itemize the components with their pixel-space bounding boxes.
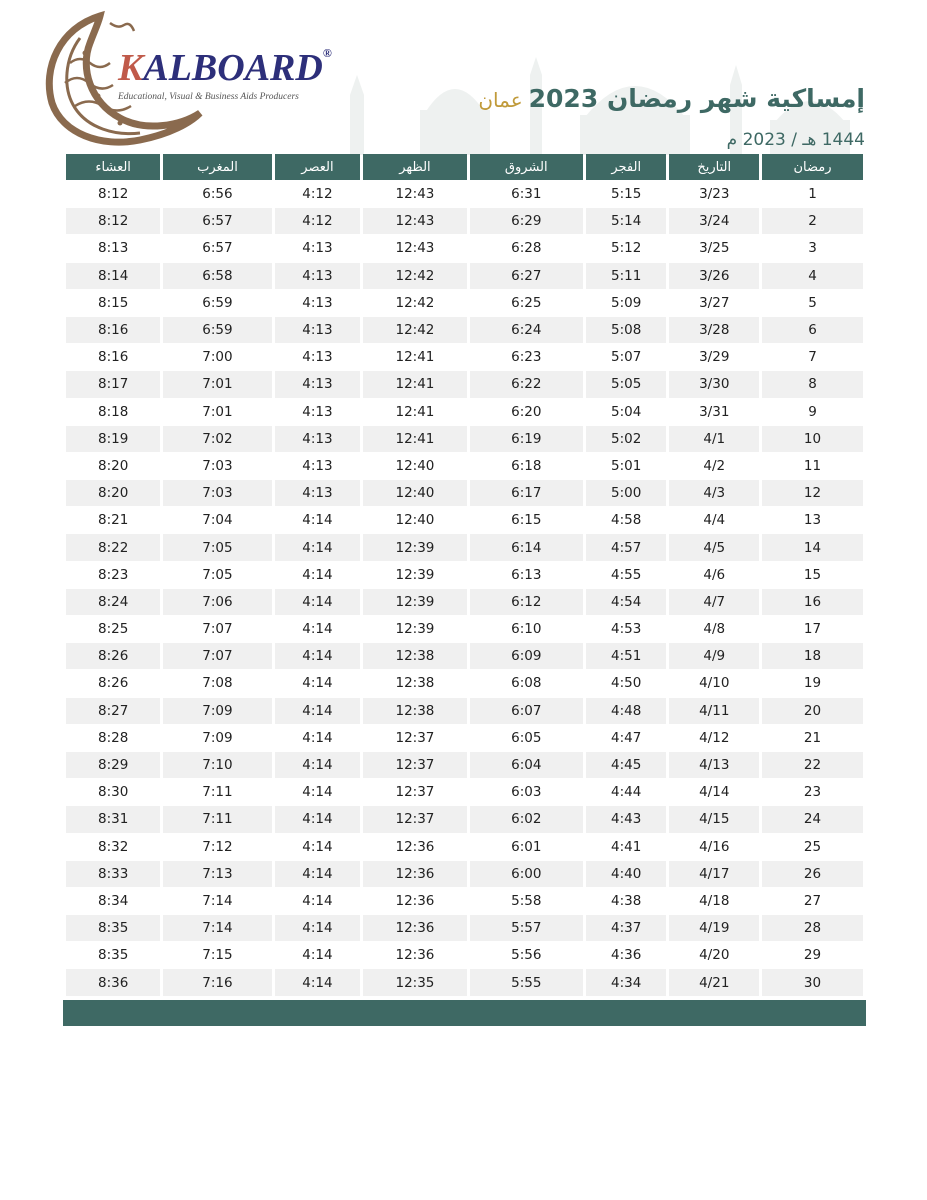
table-cell: 8:24	[66, 589, 160, 615]
table-cell: 4:14	[275, 643, 361, 669]
table-cell: 12:41	[363, 426, 466, 452]
table-cell: 6:12	[470, 589, 583, 615]
table-cell: 6:19	[470, 426, 583, 452]
table-cell: 4/1	[669, 426, 759, 452]
table-cell: 6:02	[470, 806, 583, 832]
table-cell: 30	[762, 969, 863, 995]
table-cell: 22	[762, 752, 863, 778]
table-cell: 4:13	[302, 349, 333, 366]
table-cell: 3/31	[699, 403, 730, 420]
table-cell: 6:57	[163, 208, 271, 234]
table-cell: 6:28	[511, 240, 542, 257]
table-cell: 12:36	[363, 861, 466, 887]
table-cell: 4:13	[275, 317, 361, 343]
table-cell: 6:59	[163, 317, 271, 343]
table-cell: 4:14	[302, 947, 333, 964]
table-cell: 5:07	[611, 349, 642, 366]
table-cell: 12:38	[363, 643, 466, 669]
table-cell: 4:53	[611, 621, 642, 638]
table-cell: 8:15	[98, 294, 129, 311]
table-cell: 8:22	[66, 534, 160, 560]
table-cell: 4:14	[275, 589, 361, 615]
table-cell: 12:43	[363, 208, 466, 234]
table-cell: 7:01	[163, 371, 271, 397]
table-cell: 12:40	[395, 457, 435, 474]
table-cell: 12:39	[363, 589, 466, 615]
table-cell: 4:13	[302, 403, 333, 420]
column-header: المغرب	[163, 154, 271, 180]
table-cell: 8:30	[98, 784, 129, 801]
table-cell: 24	[762, 806, 863, 832]
table-cell: 8:33	[66, 861, 160, 887]
table-cell: 19	[803, 675, 822, 692]
table-cell: 6:01	[511, 838, 542, 855]
table-cell: 2	[762, 208, 863, 234]
table-cell: 6:04	[470, 752, 583, 778]
table-row	[66, 344, 863, 370]
table-cell: 17	[803, 621, 822, 638]
table-cell: 7:14	[163, 915, 271, 941]
table-cell: 4:14	[275, 534, 361, 560]
table-cell: 4/19	[669, 915, 759, 941]
table-row	[66, 915, 863, 941]
table-cell: 4/2	[703, 457, 726, 474]
brand-initial: K	[118, 47, 144, 89]
table-cell: 6:31	[511, 186, 542, 203]
table-cell: 12:42	[363, 263, 466, 289]
table-cell: 4:44	[611, 784, 642, 801]
table-cell: 7:09	[163, 698, 271, 724]
table-cell: 6:14	[470, 534, 583, 560]
table-cell: 8:12	[66, 208, 160, 234]
table-cell: 6:20	[511, 403, 542, 420]
table-cell: 8:18	[98, 403, 129, 420]
table-cell: 6:56	[202, 186, 233, 203]
table-cell: 4/3	[669, 480, 759, 506]
table-cell: 6	[762, 317, 863, 343]
table-cell: 28	[762, 915, 863, 941]
footer-bar	[63, 1000, 866, 1026]
table-row	[66, 752, 863, 778]
column-header: الفجر	[586, 154, 667, 180]
table-body	[66, 181, 863, 996]
table-cell: 4:13	[275, 263, 361, 289]
table-cell: 4:55	[611, 566, 642, 583]
table-cell: 4/10	[699, 675, 730, 692]
table-cell: 23	[803, 784, 822, 801]
table-cell: 4:47	[611, 729, 642, 746]
brand-tagline: Educational, Visual & Business Aids Producers	[118, 92, 299, 102]
table-cell: 4/20	[699, 947, 730, 964]
table-row	[66, 562, 863, 588]
table-cell: 4:14	[275, 806, 361, 832]
table-row	[66, 534, 863, 560]
table-cell: 7:01	[202, 403, 233, 420]
table-cell: 12:39	[395, 621, 435, 638]
table-cell: 8:35	[98, 947, 129, 964]
column-header: الشروق	[470, 154, 583, 180]
table-cell: 8:13	[98, 240, 129, 257]
table-cell: 5:12	[611, 240, 642, 257]
table-cell: 4/14	[699, 784, 730, 801]
table-cell: 4:58	[611, 512, 642, 529]
table-row	[66, 426, 863, 452]
table-cell: 3	[808, 240, 817, 257]
table-cell: 5:01	[611, 457, 642, 474]
table-cell: 8:14	[66, 263, 160, 289]
table-cell: 12:36	[395, 838, 435, 855]
table-cell: 4/5	[669, 534, 759, 560]
table-cell: 4/13	[669, 752, 759, 778]
table-cell: 20	[762, 698, 863, 724]
table-cell: 4:13	[275, 480, 361, 506]
table-cell: 4:14	[302, 838, 333, 855]
table-cell: 8	[762, 371, 863, 397]
table-cell: 6:07	[470, 698, 583, 724]
table-cell: 15	[803, 566, 822, 583]
table-cell: 5:14	[586, 208, 667, 234]
table-cell: 7:03	[163, 480, 271, 506]
table-cell: 1	[808, 186, 817, 203]
table-cell: 6:15	[511, 512, 542, 529]
table-cell: 5:56	[511, 947, 542, 964]
table-cell: 4/11	[669, 698, 759, 724]
table-row	[66, 779, 863, 805]
table-row	[66, 616, 863, 642]
table-cell: 3/23	[699, 186, 730, 203]
table-cell: 8:20	[66, 480, 160, 506]
table-cell: 8:36	[66, 969, 160, 995]
table-cell: 21	[803, 729, 822, 746]
table-row	[66, 861, 863, 887]
table-cell: 8:20	[98, 457, 129, 474]
table-cell: 7:16	[163, 969, 271, 995]
table-cell: 4:51	[586, 643, 667, 669]
table-cell: 12:35	[363, 969, 466, 995]
table-cell: 13	[803, 512, 822, 529]
table-cell: 5:58	[511, 892, 542, 909]
table-cell: 4/21	[669, 969, 759, 995]
table-cell: 6:10	[511, 621, 542, 638]
table-row	[66, 317, 863, 343]
table-cell: 29	[803, 947, 822, 964]
table-cell: 6:13	[511, 566, 542, 583]
table-cell: 4:14	[275, 698, 361, 724]
table-cell: 12:43	[395, 186, 435, 203]
table-cell: 4:12	[275, 208, 361, 234]
table-cell: 12:43	[395, 240, 435, 257]
table-cell: 12:37	[395, 784, 435, 801]
table-cell: 4:13	[275, 371, 361, 397]
table-header-row	[66, 154, 863, 180]
table-cell: 12:40	[363, 480, 466, 506]
table-cell: 8:32	[98, 838, 129, 855]
table-cell: 6:27	[470, 263, 583, 289]
table-row	[66, 235, 863, 261]
table-cell: 7:14	[202, 892, 233, 909]
table-cell: 10	[762, 426, 863, 452]
table-cell: 4:13	[275, 426, 361, 452]
table-cell: 18	[762, 643, 863, 669]
table-row	[66, 725, 863, 751]
table-cell: 12	[762, 480, 863, 506]
table-cell: 12:41	[395, 403, 435, 420]
hijri-gregorian-year: 1444 هـ / 2023 م	[726, 130, 865, 150]
table-cell: 4:14	[302, 729, 333, 746]
table-cell: 8:26	[66, 643, 160, 669]
table-cell: 4:57	[586, 534, 667, 560]
table-cell: 6:22	[470, 371, 583, 397]
table-cell: 6:17	[470, 480, 583, 506]
table-cell: 4/16	[699, 838, 730, 855]
table-cell: 6:57	[202, 240, 233, 257]
table-cell: 7:00	[202, 349, 233, 366]
table-cell: 8:34	[98, 892, 129, 909]
table-cell: 8:35	[66, 915, 160, 941]
table-cell: 4/7	[669, 589, 759, 615]
table-cell: 4:48	[586, 698, 667, 724]
table-cell: 6:05	[511, 729, 542, 746]
table-cell: 8:23	[98, 566, 129, 583]
table-cell: 4:14	[275, 915, 361, 941]
table-cell: 7:05	[163, 534, 271, 560]
table-row	[66, 698, 863, 724]
table-cell: 5:57	[470, 915, 583, 941]
table-row	[66, 507, 863, 533]
table-row	[66, 453, 863, 479]
table-cell: 8:28	[98, 729, 129, 746]
table-cell: 8:29	[66, 752, 160, 778]
table-cell: 6:09	[470, 643, 583, 669]
table-cell: 8:26	[98, 675, 129, 692]
table-cell: 4/6	[703, 566, 726, 583]
table-cell: 6:24	[470, 317, 583, 343]
table-cell: 25	[803, 838, 822, 855]
table-cell: 5:05	[586, 371, 667, 397]
table-cell: 12:42	[363, 317, 466, 343]
registered-mark: ®	[322, 46, 332, 60]
table-cell: 6:18	[511, 457, 542, 474]
table-cell: 12:37	[395, 729, 435, 746]
table-cell: 12:39	[395, 566, 435, 583]
table-cell: 7	[808, 349, 817, 366]
table-cell: 4:43	[586, 806, 667, 832]
kalboard-logo	[40, 8, 332, 148]
table-cell: 8:19	[66, 426, 160, 452]
table-cell: 6:59	[202, 294, 233, 311]
table-cell: 4:45	[586, 752, 667, 778]
table-cell: 6:29	[470, 208, 583, 234]
table-cell: 4:54	[586, 589, 667, 615]
table-cell: 5:02	[586, 426, 667, 452]
table-cell: 3/24	[669, 208, 759, 234]
table-cell: 4:37	[586, 915, 667, 941]
title-text: إمساكية شهر رمضان 2023	[528, 84, 865, 113]
table-cell: 5:55	[470, 969, 583, 995]
brand-rest: ALBOARD	[143, 47, 323, 89]
table-cell: 4/9	[669, 643, 759, 669]
table-cell: 4:34	[586, 969, 667, 995]
table-cell: 12:39	[363, 534, 466, 560]
table-cell: 4/4	[703, 512, 726, 529]
table-cell: 4:38	[611, 892, 642, 909]
table-cell: 4:50	[611, 675, 642, 692]
page-title	[478, 84, 865, 113]
table-cell: 8:25	[98, 621, 129, 638]
column-header: رمضان	[762, 154, 863, 180]
table-cell: 5:09	[611, 294, 642, 311]
table-cell: 3/28	[669, 317, 759, 343]
table-cell: 4/12	[699, 729, 730, 746]
table-cell: 27	[803, 892, 822, 909]
table-cell: 12:36	[363, 915, 466, 941]
table-cell: 4:14	[302, 566, 333, 583]
column-header: التاريخ	[669, 154, 759, 180]
table-cell: 12:38	[395, 675, 435, 692]
table-cell: 3/29	[699, 349, 730, 366]
brand-name	[118, 46, 332, 90]
table-cell: 6:58	[163, 263, 271, 289]
table-row	[66, 969, 863, 995]
table-cell: 4:40	[586, 861, 667, 887]
table-cell: 4:14	[275, 752, 361, 778]
table-cell: 7:08	[202, 675, 233, 692]
table-cell: 6:25	[511, 294, 542, 311]
table-cell: 8:17	[66, 371, 160, 397]
table-cell: 5:04	[611, 403, 642, 420]
table-cell: 4:14	[275, 969, 361, 995]
table-cell: 4/15	[669, 806, 759, 832]
table-cell: 3/25	[699, 240, 730, 257]
table-cell: 4:14	[302, 621, 333, 638]
table-cell: 5	[808, 294, 817, 311]
table-cell: 12:40	[395, 512, 435, 529]
table-cell: 7:03	[202, 457, 233, 474]
table-cell: 5:08	[586, 317, 667, 343]
table-cell: 4:13	[302, 457, 333, 474]
table-row	[66, 589, 863, 615]
table-cell: 4:13	[302, 240, 333, 257]
table-cell: 8:12	[98, 186, 129, 203]
table-cell: 7:10	[163, 752, 271, 778]
table-cell: 6:03	[511, 784, 542, 801]
table-cell: 12:41	[395, 349, 435, 366]
table-cell: 6:00	[470, 861, 583, 887]
prayer-times-table	[63, 153, 866, 997]
table-cell: 4	[762, 263, 863, 289]
table-row	[66, 643, 863, 669]
table-cell: 7:05	[202, 566, 233, 583]
table-cell: 12:38	[363, 698, 466, 724]
table-cell: 7:13	[163, 861, 271, 887]
table-cell: 12:36	[395, 947, 435, 964]
table-cell: 9	[808, 403, 817, 420]
table-row	[66, 670, 863, 696]
table-cell: 12:41	[363, 371, 466, 397]
table-row	[66, 834, 863, 860]
table-cell: 7:04	[202, 512, 233, 529]
table-cell: 7:11	[163, 806, 271, 832]
table-cell: 12:37	[363, 806, 466, 832]
table-cell: 4:14	[302, 512, 333, 529]
table-cell: 5:15	[611, 186, 642, 203]
table-row	[66, 399, 863, 425]
table-cell: 7:12	[202, 838, 233, 855]
table-row	[66, 942, 863, 968]
table-cell: 5:00	[586, 480, 667, 506]
table-cell: 12:37	[363, 752, 466, 778]
table-row	[66, 888, 863, 914]
table-cell: 3/26	[669, 263, 759, 289]
table-cell: 4/17	[669, 861, 759, 887]
table-cell: 26	[762, 861, 863, 887]
table-cell: 8:27	[66, 698, 160, 724]
table-cell: 4:36	[611, 947, 642, 964]
city-name: عمان	[478, 88, 523, 112]
table-row	[66, 806, 863, 832]
table-cell: 4/8	[703, 621, 726, 638]
table-cell: 4:14	[302, 784, 333, 801]
table-cell: 6:08	[511, 675, 542, 692]
table-cell: 12:36	[395, 892, 435, 909]
table-cell: 3/27	[699, 294, 730, 311]
table-cell: 12:42	[395, 294, 435, 311]
table-cell: 6:23	[511, 349, 542, 366]
table-cell: 4:41	[611, 838, 642, 855]
table-cell: 7:07	[202, 621, 233, 638]
table-cell: 8:21	[98, 512, 129, 529]
table-cell: 4/18	[699, 892, 730, 909]
table-cell: 7:02	[163, 426, 271, 452]
table-cell: 8:31	[66, 806, 160, 832]
table-cell: 7:15	[202, 947, 233, 964]
table-cell: 14	[762, 534, 863, 560]
table-cell: 7:11	[202, 784, 233, 801]
table-cell: 7:07	[163, 643, 271, 669]
table-cell: 11	[803, 457, 822, 474]
column-header: الظهر	[363, 154, 466, 180]
table-cell: 8:16	[98, 349, 129, 366]
table-cell: 4:14	[302, 892, 333, 909]
table-row	[66, 480, 863, 506]
column-header: العشاء	[66, 154, 160, 180]
table-cell: 5:11	[586, 263, 667, 289]
table-cell: 4:13	[302, 294, 333, 311]
column-header: العصر	[275, 154, 361, 180]
table-cell: 8:16	[66, 317, 160, 343]
table-row	[66, 371, 863, 397]
table-row	[66, 263, 863, 289]
table-cell: 3/30	[669, 371, 759, 397]
table-row	[66, 181, 863, 207]
table-cell: 7:09	[202, 729, 233, 746]
table-cell: 4:14	[275, 861, 361, 887]
table-cell: 4:12	[302, 186, 333, 203]
table-cell: 4:14	[302, 675, 333, 692]
table-cell: 16	[762, 589, 863, 615]
table-cell: 7:06	[163, 589, 271, 615]
table-row	[66, 290, 863, 316]
table-row	[66, 208, 863, 234]
